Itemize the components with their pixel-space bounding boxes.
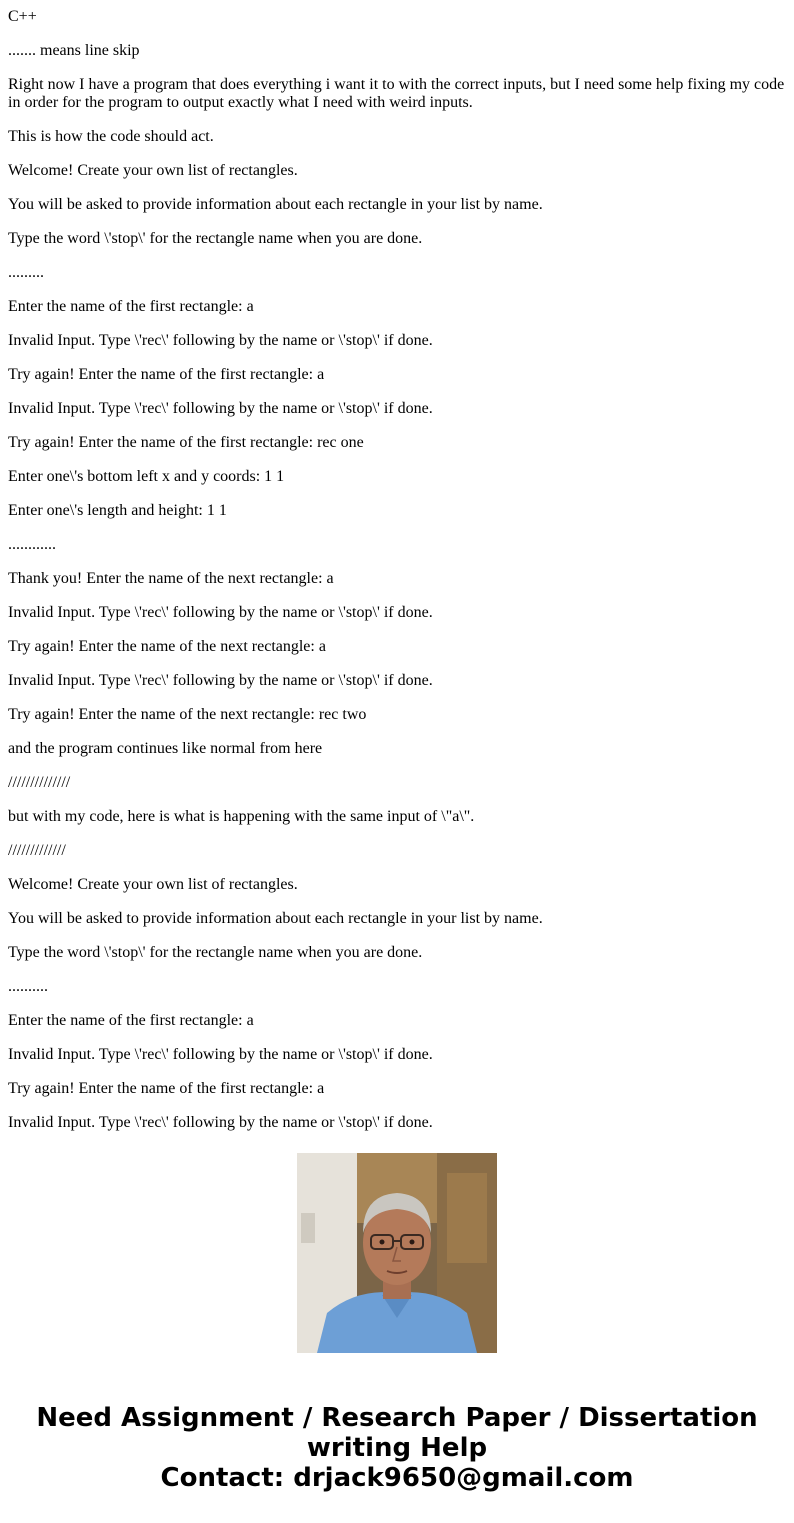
text-line: Try again! Enter the name of the next rectangle: rec two: [8, 706, 367, 723]
text-line: Type the word \'stop\' for the rectangle name when you are done.: [8, 944, 423, 961]
text-line: Try again! Enter the name of the first rectangle: a: [8, 1080, 325, 1097]
contact-banner: [0, 1403, 794, 1493]
text-line: Welcome! Create your own list of rectangles.: [8, 876, 298, 893]
text-line: but with my code, here is what is happening with the same input of \"a\".: [8, 808, 475, 825]
avatar: [297, 1153, 497, 1353]
banner-line-2: writing Help: [306, 1433, 488, 1463]
text-line: You will be asked to provide information about each rectangle in your list by name.: [8, 910, 543, 927]
text-line: C++: [8, 8, 37, 25]
text-line: This is how the code should act.: [8, 128, 214, 145]
text-line: Invalid Input. Type \'rec\' following by the name or \'stop\' if done.: [8, 1046, 433, 1063]
text-line: Right now I have a program that does everything i want it to with the correct inputs, but I need some help fixing my code in order for the program to output exactly what I need with weird inputs.: [8, 76, 785, 111]
text-line: //////////////: [8, 774, 71, 791]
text-line: Invalid Input. Type \'rec\' following by the name or \'stop\' if done.: [8, 604, 433, 621]
text-line: Enter the name of the first rectangle: a: [8, 298, 254, 315]
text-line: and the program continues like normal from here: [8, 740, 323, 757]
text-line: Invalid Input. Type \'rec\' following by the name or \'stop\' if done.: [8, 672, 433, 689]
banner-contact-line: Contact: drjack9650@gmail.com: [160, 1463, 634, 1493]
banner-line-1: Need Assignment / Research Paper / Dissertation: [36, 1403, 758, 1433]
text-line: Invalid Input. Type \'rec\' following by the name or \'stop\' if done.: [8, 1114, 433, 1131]
text-line: You will be asked to provide information about each rectangle in your list by name.: [8, 196, 543, 213]
avatar-portrait: [297, 1153, 497, 1353]
text-line: /////////////: [8, 842, 66, 859]
text-line: ....... means line skip: [8, 42, 140, 59]
text-line: Invalid Input. Type \'rec\' following by the name or \'stop\' if done.: [8, 400, 433, 417]
text-line: Type the word \'stop\' for the rectangle name when you are done.: [8, 230, 423, 247]
text-line: Try again! Enter the name of the first rectangle: rec one: [8, 434, 364, 451]
text-line: ..........: [8, 978, 48, 995]
text-line: Try again! Enter the name of the first rectangle: a: [8, 366, 325, 383]
text-line: Enter one\'s bottom left x and y coords: 1 1: [8, 468, 285, 485]
text-line: .........: [8, 264, 44, 281]
text-line: Welcome! Create your own list of rectangles.: [8, 162, 298, 179]
text-line: Invalid Input. Type \'rec\' following by the name or \'stop\' if done.: [8, 332, 433, 349]
text-line: Try again! Enter the name of the next rectangle: a: [8, 638, 326, 655]
text-line: ............: [8, 536, 56, 553]
text-line: Enter one\'s length and height: 1 1: [8, 502, 227, 519]
text-line: Thank you! Enter the name of the next rectangle: a: [8, 570, 334, 587]
question-text: [8, 0, 788, 1131]
text-line: Enter the name of the first rectangle: a: [8, 1012, 254, 1029]
